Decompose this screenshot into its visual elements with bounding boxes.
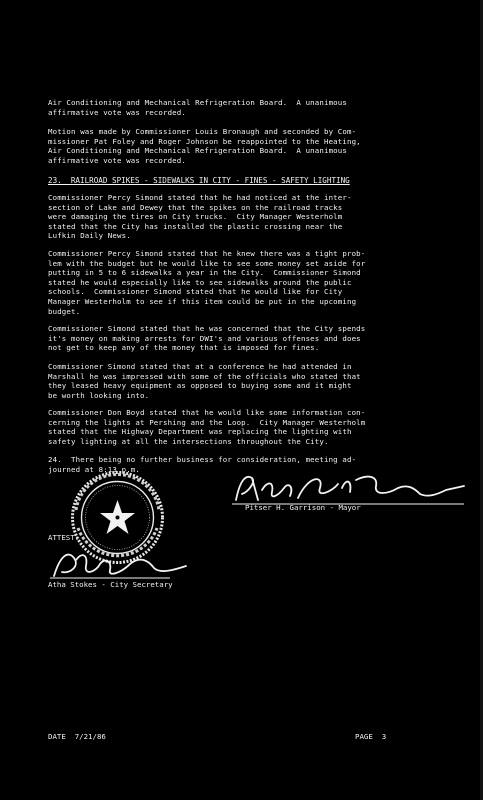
footer-date: DATE 7/21/86 bbox=[48, 732, 106, 741]
paragraph-safety-lighting: Commissioner Don Boyd stated that he would like some information con- cerning the lights at Pershing and the Loop. City Manager Westerholm stated that the Highway Department was replacing the lighting with safety lighting at all the intersections throughout the City. bbox=[48, 408, 366, 446]
paragraph-reappointment-motion: Motion was made by Commissioner Louis Bronaugh and seconded by Com- missioner Pat Foley and Roger Johnson be reappointed to the Heating, Air Conditioning and Mechanical Refrigeration Board. A unanimous affirmative vote was recorded. bbox=[48, 127, 361, 165]
city-secretary-name-label: Atha Stokes - City Secretary bbox=[48, 580, 173, 589]
paragraph-heavy-equipment: Commissioner Simond stated that at a conference he had attended in Marshall he was impressed with some of the officials who stated that they leased heavy equipment as opposed to buying some and it might be worth looking into. bbox=[48, 362, 361, 400]
mayor-name-label: Pitser H. Garrison - Mayor bbox=[245, 503, 361, 512]
attest-label: ATTEST: bbox=[48, 533, 80, 542]
paragraph-railroad-spikes: Commissioner Percy Simond stated that he had noticed at the inter- section of Lake and Dewey that the spikes on the railroad tracks were damaging the tires on City trucks. City Manager Westerholm stated that the City has installed the plastic crossing near the Lufkin Daily News. bbox=[48, 193, 352, 241]
city-secretary-signature-image bbox=[50, 548, 210, 582]
paragraph-sidewalks: Commissioner Percy Simond stated that he knew there was a tight prob- lem with the budget but he would like to see some money set aside for putting in 5 to 6 sidewalks a year in the City. Commissioner Simond stated he would especially like to see sidewalks around the public schools. Commissioner Simond stated that he would like for City Manager Westerholm to see if this item could be put in the upcoming budget. bbox=[48, 249, 366, 316]
agenda-item-23-heading: 23. RAILROAD SPIKES - SIDEWALKS IN CITY - FINES - SAFETY LIGHTING bbox=[48, 176, 350, 185]
paragraph-fines: Commissioner Simond stated that he was concerned that the City spends it's money on making arrests for DWI's and various offenses and does not get to keep any of the money that is imposed for fines. bbox=[48, 324, 366, 353]
paragraph-board-vote: Air Conditioning and Mechanical Refrigeration Board. A unanimous affirmative vote was recorded. bbox=[48, 98, 347, 117]
footer-page-number: PAGE 3 bbox=[355, 732, 387, 741]
paragraph-adjournment: 24. There being no further business for consideration, meeting ad- journed at 8:13 p.m. bbox=[48, 455, 357, 474]
